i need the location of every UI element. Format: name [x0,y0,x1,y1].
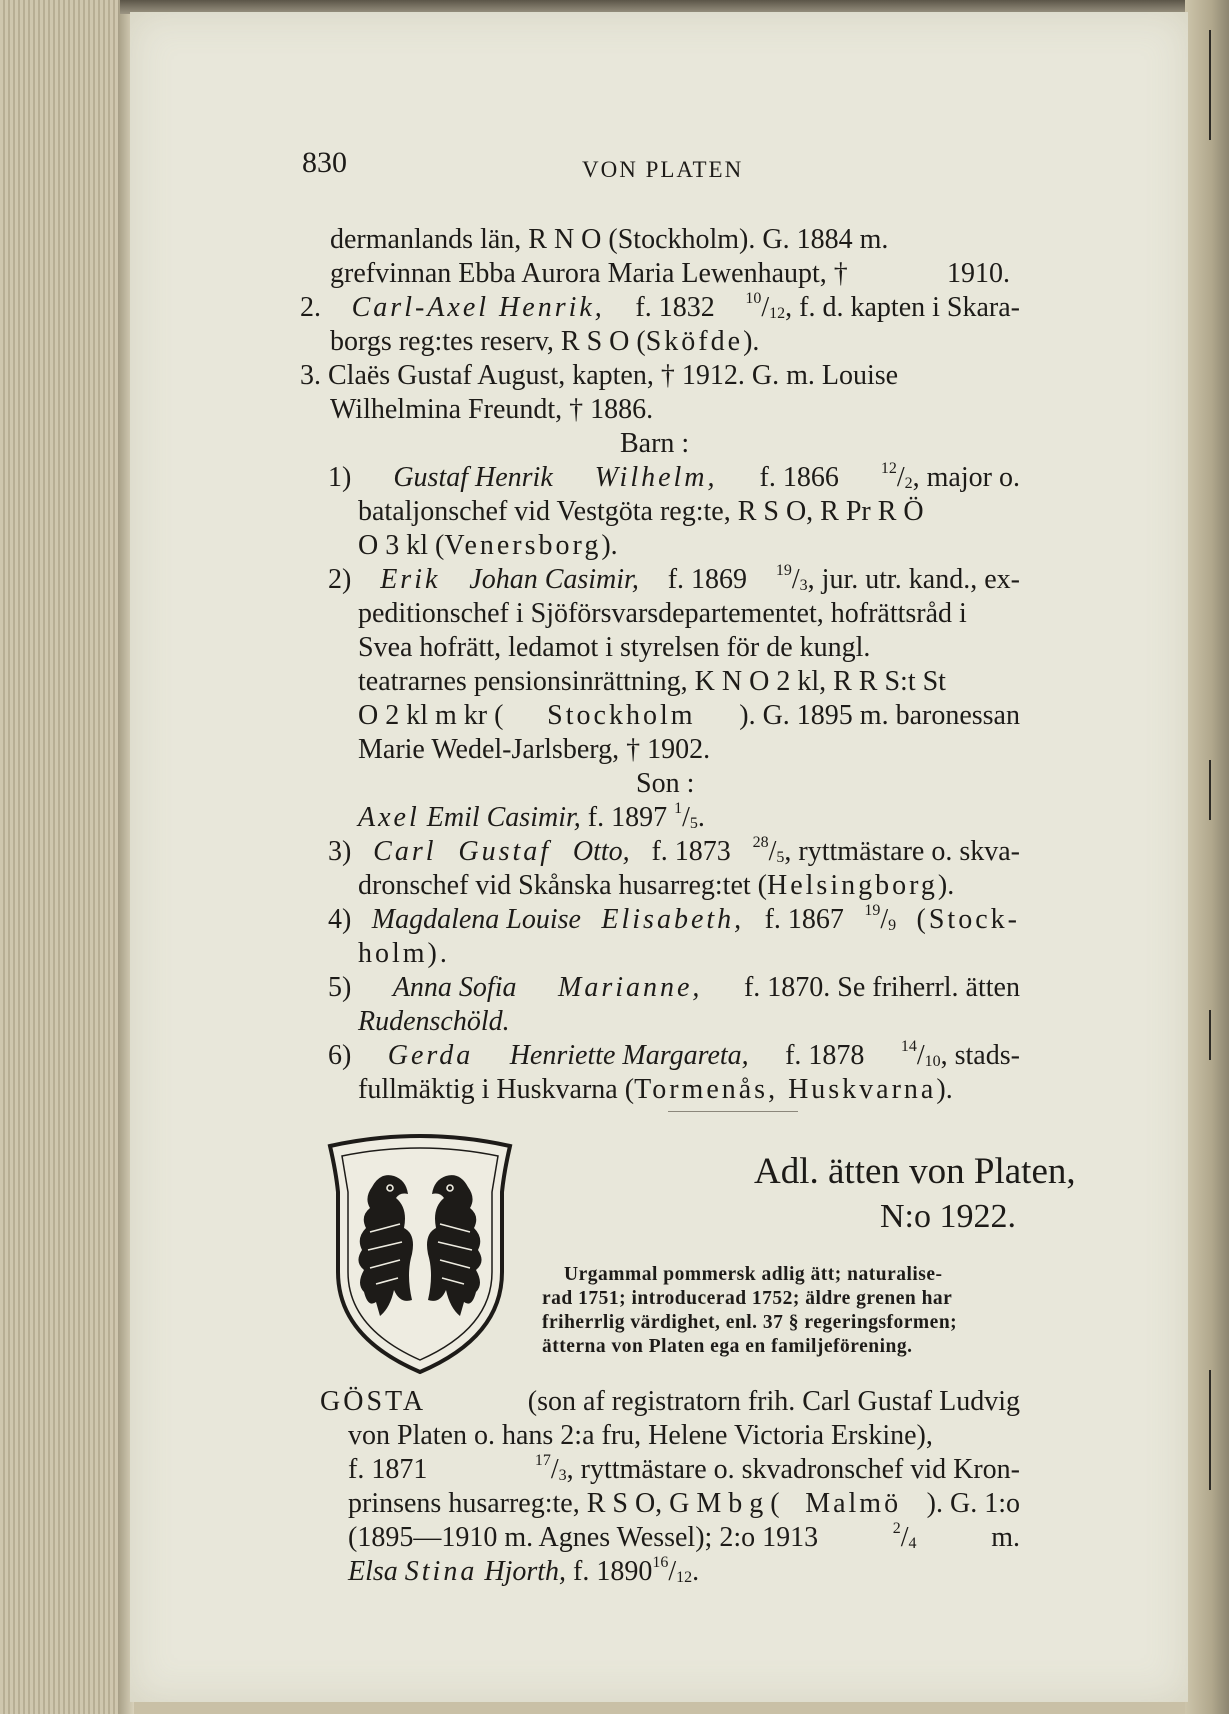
text-line: bataljonschef vid Vestgöta reg:te, R S O, R Pr R Ö [358,496,924,527]
text-line: f. 1871 $^{17}/_3$, ryttmästare o. skvadronschef vid Kron- [348,1452,1020,1485]
book-fore-edge [0,0,128,1714]
text-line: prinsens husarreg:te, R S O, G M b g ( Malmö ). G. 1:o [348,1488,1020,1519]
text-line: holm). [358,938,450,969]
text-line: Marie Wedel-Jarlsberg, † 1902. [358,734,711,765]
text-line: 4) Magdalena Louise Elisabeth, f. 1867 $^{19}/_9$ (Stock- [328,902,1020,935]
text-line: 3) Carl Gustaf Otto, f. 1873 $^{28}/_5$, ryttmästare o. skva- [328,834,1020,867]
text-line: Svea hofrätt, ledamot i styrelsen för de kungl. [358,632,871,663]
text-line: 5) Anna Sofia Marianne, f. 1870. Se friherrl. ätten [328,972,1020,1003]
text-line: 1) Gustaf Henrik Wilhelm, f. 1866 $^{12}/_2$, major o. [328,460,1020,493]
text-line: O 3 kl (Venersborg). [358,530,618,561]
section-description-line: friherrlig värdighet, enl. 37 § regeringsformen; [542,1312,958,1333]
text-line: dronschef vid Skånska husarreg:tet (Helsingborg). [358,870,955,901]
running-title: VON PLATEN [582,157,744,182]
text-line: 3. Claës Gustaf August, kapten, † 1912. G. m. Louise [300,360,899,391]
book-right-edge [1185,0,1229,1714]
text-line: von Platen o. hans 2:a fru, Helene Victoria Erskine), [348,1420,933,1451]
text-line: 6) Gerda Henriette Margareta, f. 1878 $^{14}/_{10}$, stads- [328,1038,1020,1071]
text-line: Rudenschöld. [358,1006,510,1037]
text-line: fullmäktig i Huskvarna (Tormenås, Huskvarna). [358,1074,953,1105]
text-line: O 2 kl m kr ( Stockholm ). G. 1895 m. baronessan [358,700,1020,731]
text-line: Wilhelmina Freundt, † 1886. [330,394,654,425]
sub-heading: Son : [636,768,695,799]
text-line: grefvinnan Ebba Aurora Maria Lewenhaupt, † 1910. [330,258,1010,289]
section-description-line: Urgammal pommersk adlig ätt; naturalise- [564,1264,943,1285]
text-line: borgs reg:tes reserv, R S O (Sköfde). [330,326,760,357]
text-line: GÖSTA (son af registratorn frih. Carl Gustaf Ludvig [320,1386,1020,1417]
text-line: 2) Erik Johan Casimir, f. 1869 $^{19}/_3$, jur. utr. kand., ex- [328,562,1020,595]
page-number: 830 [302,146,347,179]
text-line: Elsa Stina Hjorth, f. $1890^{16}/_{12}$. [348,1554,700,1587]
section-description-line: rad 1751; introducerad 1752; äldre grenen har [542,1288,953,1309]
sub-heading: Barn : [620,428,690,459]
text-line: (1895—1910 m. Agnes Wessel); 2:o 1913 $^2/_4$ m. [348,1520,1020,1553]
section-description-line: ätterna von Platen ega en familjeförening. [542,1336,913,1357]
text-line: peditionschef i Sjöförsvarsdepartementet, hofrättsråd i [358,598,967,629]
page [130,12,1188,1702]
text-line: teatrarnes pensionsinrättning, K N O 2 kl, R R S:t St [358,666,946,697]
text-line: 2. Carl-Axel Henrik, f. 1832 $^{10}/_{12}$, f. d. kapten i Skara- [300,290,1020,323]
text-line: Axel Emil Casimir, f. 1897 $^1/_5$. [358,800,705,833]
section-divider [668,1111,798,1112]
coat-of-arms-shield [320,1132,520,1378]
section-title: Adl. ätten von Platen, [754,1151,1076,1192]
section-number: N:o 1922. [880,1198,1016,1235]
text-line: dermanlands län, R N O (Stockholm). G. 1884 m. [330,224,889,255]
